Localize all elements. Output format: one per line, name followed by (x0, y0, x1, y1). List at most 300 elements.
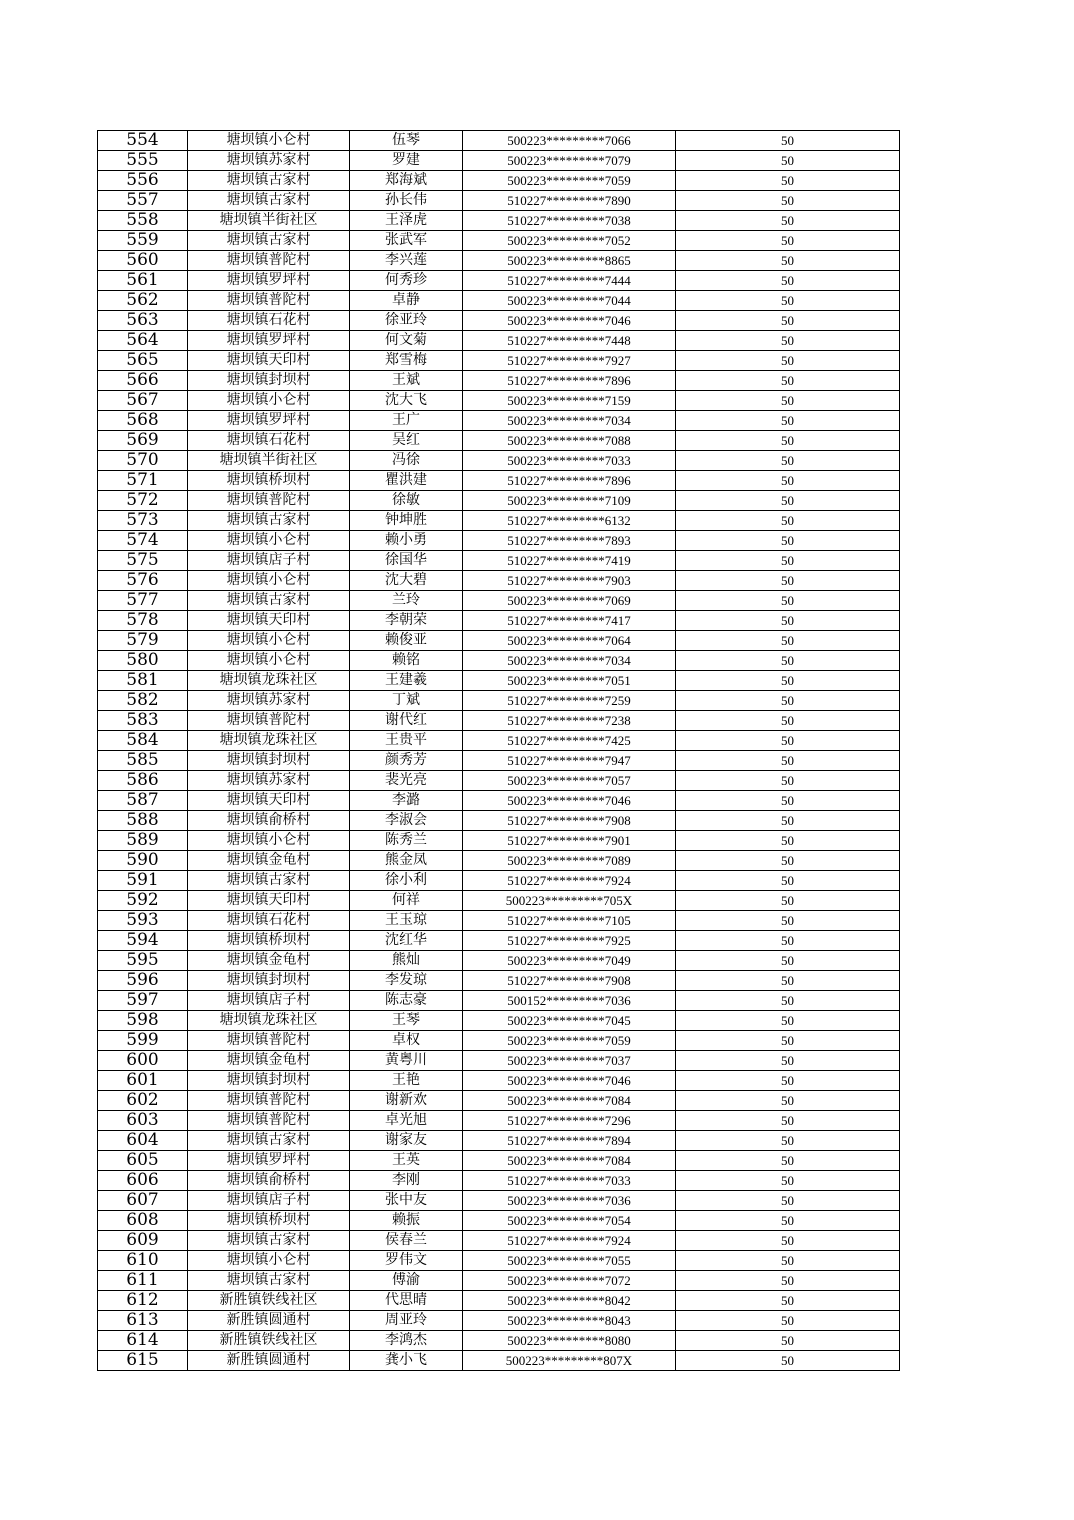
row-number-cell: 577 (98, 591, 188, 611)
village-cell: 塘坝镇天印村 (188, 351, 350, 371)
table-row (98, 1291, 900, 1311)
row-number-cell: 600 (98, 1051, 188, 1071)
village-cell: 塘坝镇古家村 (188, 1231, 350, 1251)
table-row (98, 1271, 900, 1291)
person-name-cell: 罗伟文 (350, 1251, 463, 1271)
person-name-cell: 赖振 (350, 1211, 463, 1231)
village-cell: 塘坝镇小仑村 (188, 391, 350, 411)
amount-cell: 50 (676, 1071, 900, 1091)
table-row (98, 431, 900, 451)
village-cell: 塘坝镇罗坪村 (188, 411, 350, 431)
village-cell: 塘坝镇封坝村 (188, 371, 350, 391)
table-body (98, 131, 900, 1371)
amount-cell: 50 (676, 651, 900, 671)
id-number-cell: 510227*********7425 (463, 731, 676, 751)
table-row (98, 451, 900, 471)
row-number-cell: 582 (98, 691, 188, 711)
amount-cell: 50 (676, 1151, 900, 1171)
id-number-cell: 510227*********7896 (463, 471, 676, 491)
table-row (98, 931, 900, 951)
table-row (98, 211, 900, 231)
row-number-cell: 568 (98, 411, 188, 431)
row-number-cell: 557 (98, 191, 188, 211)
table-row (98, 871, 900, 891)
id-number-cell: 510227*********7238 (463, 711, 676, 731)
table-row (98, 651, 900, 671)
village-cell: 塘坝镇半街社区 (188, 451, 350, 471)
id-number-cell: 500223*********7159 (463, 391, 676, 411)
table-row (98, 231, 900, 251)
village-cell: 塘坝镇古家村 (188, 231, 350, 251)
table-row (98, 671, 900, 691)
person-name-cell: 王贵平 (350, 731, 463, 751)
table-row (98, 971, 900, 991)
amount-cell: 50 (676, 471, 900, 491)
amount-cell: 50 (676, 751, 900, 771)
row-number-cell: 581 (98, 671, 188, 691)
person-name-cell: 谢新欢 (350, 1091, 463, 1111)
id-number-cell: 500223*********7079 (463, 151, 676, 171)
person-name-cell: 卓光旭 (350, 1111, 463, 1131)
amount-cell: 50 (676, 1211, 900, 1231)
village-cell: 塘坝镇金龟村 (188, 851, 350, 871)
village-cell: 塘坝镇小仑村 (188, 571, 350, 591)
row-number-cell: 555 (98, 151, 188, 171)
table-row (98, 1331, 900, 1351)
table-row (98, 1151, 900, 1171)
row-number-cell: 598 (98, 1011, 188, 1031)
amount-cell: 50 (676, 1191, 900, 1211)
table-row (98, 731, 900, 751)
row-number-cell: 591 (98, 871, 188, 891)
amount-cell: 50 (676, 831, 900, 851)
id-number-cell: 500223*********7046 (463, 311, 676, 331)
amount-cell: 50 (676, 1091, 900, 1111)
amount-cell: 50 (676, 311, 900, 331)
amount-cell: 50 (676, 451, 900, 471)
person-name-cell: 沈红华 (350, 931, 463, 951)
village-cell: 塘坝镇小仑村 (188, 1251, 350, 1271)
village-cell: 塘坝镇普陀村 (188, 491, 350, 511)
row-number-cell: 566 (98, 371, 188, 391)
person-name-cell: 徐国华 (350, 551, 463, 571)
table-row (98, 811, 900, 831)
amount-cell: 50 (676, 691, 900, 711)
amount-cell: 50 (676, 671, 900, 691)
id-number-cell: 500223*********7089 (463, 851, 676, 871)
amount-cell: 50 (676, 991, 900, 1011)
person-name-cell: 侯春兰 (350, 1231, 463, 1251)
row-number-cell: 580 (98, 651, 188, 671)
village-cell: 塘坝镇龙珠社区 (188, 731, 350, 751)
data-table (97, 130, 900, 1371)
table-row (98, 1311, 900, 1331)
person-name-cell: 王斌 (350, 371, 463, 391)
village-cell: 塘坝镇普陀村 (188, 1111, 350, 1131)
id-number-cell: 500223*********7064 (463, 631, 676, 651)
person-name-cell: 赖小勇 (350, 531, 463, 551)
table-row (98, 251, 900, 271)
village-cell: 塘坝镇桥坝村 (188, 1211, 350, 1231)
id-number-cell: 500223*********7084 (463, 1091, 676, 1111)
village-cell: 新胜镇铁线社区 (188, 1331, 350, 1351)
table-row (98, 411, 900, 431)
row-number-cell: 583 (98, 711, 188, 731)
village-cell: 塘坝镇店子村 (188, 1191, 350, 1211)
id-number-cell: 510227*********7908 (463, 811, 676, 831)
person-name-cell: 王玉琼 (350, 911, 463, 931)
id-number-cell: 500223*********7034 (463, 411, 676, 431)
village-cell: 塘坝镇罗坪村 (188, 1151, 350, 1171)
table-row (98, 1071, 900, 1091)
row-number-cell: 584 (98, 731, 188, 751)
row-number-cell: 605 (98, 1151, 188, 1171)
id-number-cell: 500223*********7088 (463, 431, 676, 451)
person-name-cell: 赖铭 (350, 651, 463, 671)
amount-cell: 50 (676, 1131, 900, 1151)
village-cell: 塘坝镇古家村 (188, 171, 350, 191)
person-name-cell: 丁斌 (350, 691, 463, 711)
person-name-cell: 冯徐 (350, 451, 463, 471)
table-row (98, 711, 900, 731)
table-row (98, 691, 900, 711)
village-cell: 塘坝镇店子村 (188, 551, 350, 571)
id-number-cell: 510227*********6132 (463, 511, 676, 531)
id-number-cell: 500223*********7054 (463, 1211, 676, 1231)
person-name-cell: 陈志豪 (350, 991, 463, 1011)
amount-cell: 50 (676, 151, 900, 171)
village-cell: 塘坝镇金龟村 (188, 1051, 350, 1071)
person-name-cell: 沈大碧 (350, 571, 463, 591)
id-number-cell: 500223*********7072 (463, 1271, 676, 1291)
row-number-cell: 589 (98, 831, 188, 851)
village-cell: 塘坝镇桥坝村 (188, 931, 350, 951)
row-number-cell: 610 (98, 1251, 188, 1271)
village-cell: 塘坝镇石花村 (188, 311, 350, 331)
table-row (98, 371, 900, 391)
amount-cell: 50 (676, 711, 900, 731)
table-row (98, 1131, 900, 1151)
id-number-cell: 510227*********7924 (463, 1231, 676, 1251)
village-cell: 塘坝镇金龟村 (188, 951, 350, 971)
village-cell: 塘坝镇半街社区 (188, 211, 350, 231)
id-number-cell: 500223*********7066 (463, 131, 676, 151)
table-row (98, 551, 900, 571)
id-number-cell: 500223*********7036 (463, 1191, 676, 1211)
amount-cell: 50 (676, 131, 900, 151)
id-number-cell: 510227*********7894 (463, 1131, 676, 1151)
village-cell: 塘坝镇古家村 (188, 1131, 350, 1151)
amount-cell: 50 (676, 291, 900, 311)
person-name-cell: 王艳 (350, 1071, 463, 1091)
person-name-cell: 谢代红 (350, 711, 463, 731)
village-cell: 塘坝镇小仑村 (188, 631, 350, 651)
id-number-cell: 510227*********7924 (463, 871, 676, 891)
amount-cell: 50 (676, 591, 900, 611)
village-cell: 塘坝镇古家村 (188, 871, 350, 891)
person-name-cell: 周亚玲 (350, 1311, 463, 1331)
village-cell: 塘坝镇小仑村 (188, 831, 350, 851)
person-name-cell: 龚小飞 (350, 1351, 463, 1371)
person-name-cell: 孙长伟 (350, 191, 463, 211)
table-row (98, 531, 900, 551)
amount-cell: 50 (676, 1331, 900, 1351)
village-cell: 塘坝镇罗坪村 (188, 271, 350, 291)
id-number-cell: 510227*********7890 (463, 191, 676, 211)
person-name-cell: 何文菊 (350, 331, 463, 351)
row-number-cell: 596 (98, 971, 188, 991)
row-number-cell: 607 (98, 1191, 188, 1211)
amount-cell: 50 (676, 951, 900, 971)
id-number-cell: 500223*********7109 (463, 491, 676, 511)
id-number-cell: 510227*********7901 (463, 831, 676, 851)
id-number-cell: 500223*********7057 (463, 771, 676, 791)
row-number-cell: 603 (98, 1111, 188, 1131)
table-row (98, 291, 900, 311)
id-number-cell: 500223*********7044 (463, 291, 676, 311)
amount-cell: 50 (676, 731, 900, 751)
id-number-cell: 500223*********7037 (463, 1051, 676, 1071)
amount-cell: 50 (676, 811, 900, 831)
amount-cell: 50 (676, 171, 900, 191)
row-number-cell: 572 (98, 491, 188, 511)
row-number-cell: 592 (98, 891, 188, 911)
village-cell: 塘坝镇小仑村 (188, 131, 350, 151)
amount-cell: 50 (676, 211, 900, 231)
table-row (98, 951, 900, 971)
village-cell: 塘坝镇封坝村 (188, 971, 350, 991)
village-cell: 塘坝镇桥坝村 (188, 471, 350, 491)
id-number-cell: 510227*********7038 (463, 211, 676, 231)
amount-cell: 50 (676, 1351, 900, 1371)
table-row (98, 591, 900, 611)
person-name-cell: 瞿洪建 (350, 471, 463, 491)
village-cell: 塘坝镇天印村 (188, 891, 350, 911)
table-row (98, 131, 900, 151)
table-row (98, 891, 900, 911)
amount-cell: 50 (676, 491, 900, 511)
village-cell: 塘坝镇古家村 (188, 591, 350, 611)
id-number-cell: 500223*********7059 (463, 171, 676, 191)
row-number-cell: 606 (98, 1171, 188, 1191)
table-row (98, 171, 900, 191)
row-number-cell: 595 (98, 951, 188, 971)
table-row (98, 1011, 900, 1031)
village-cell: 塘坝镇普陀村 (188, 251, 350, 271)
person-name-cell: 代思晴 (350, 1291, 463, 1311)
village-cell: 塘坝镇普陀村 (188, 711, 350, 731)
id-number-cell: 510227*********7947 (463, 751, 676, 771)
row-number-cell: 567 (98, 391, 188, 411)
row-number-cell: 570 (98, 451, 188, 471)
village-cell: 新胜镇铁线社区 (188, 1291, 350, 1311)
person-name-cell: 李潞 (350, 791, 463, 811)
person-name-cell: 卓静 (350, 291, 463, 311)
person-name-cell: 李兴莲 (350, 251, 463, 271)
id-number-cell: 500223*********8865 (463, 251, 676, 271)
amount-cell: 50 (676, 391, 900, 411)
table-row (98, 351, 900, 371)
row-number-cell: 554 (98, 131, 188, 151)
table-row (98, 1211, 900, 1231)
table-row (98, 751, 900, 771)
row-number-cell: 597 (98, 991, 188, 1011)
row-number-cell: 574 (98, 531, 188, 551)
table-row (98, 191, 900, 211)
id-number-cell: 500223*********807X (463, 1351, 676, 1371)
person-name-cell: 兰玲 (350, 591, 463, 611)
amount-cell: 50 (676, 771, 900, 791)
amount-cell: 50 (676, 871, 900, 891)
table-row (98, 1051, 900, 1071)
row-number-cell: 611 (98, 1271, 188, 1291)
amount-cell: 50 (676, 791, 900, 811)
id-number-cell: 500223*********7046 (463, 1071, 676, 1091)
table-row (98, 991, 900, 1011)
person-name-cell: 李发琼 (350, 971, 463, 991)
id-number-cell: 500223*********7045 (463, 1011, 676, 1031)
id-number-cell: 500223*********7033 (463, 451, 676, 471)
amount-cell: 50 (676, 331, 900, 351)
village-cell: 塘坝镇罗坪村 (188, 331, 350, 351)
table-row (98, 1231, 900, 1251)
id-number-cell: 500223*********7084 (463, 1151, 676, 1171)
person-name-cell: 李刚 (350, 1171, 463, 1191)
id-number-cell: 500223*********7046 (463, 791, 676, 811)
person-name-cell: 李淑会 (350, 811, 463, 831)
table-row (98, 911, 900, 931)
amount-cell: 50 (676, 1251, 900, 1271)
amount-cell: 50 (676, 531, 900, 551)
table-row (98, 471, 900, 491)
id-number-cell: 500223*********7049 (463, 951, 676, 971)
village-cell: 塘坝镇封坝村 (188, 1071, 350, 1091)
person-name-cell: 黄粤川 (350, 1051, 463, 1071)
table-row (98, 1191, 900, 1211)
row-number-cell: 560 (98, 251, 188, 271)
amount-cell: 50 (676, 571, 900, 591)
row-number-cell: 587 (98, 791, 188, 811)
person-name-cell: 熊灿 (350, 951, 463, 971)
table-row (98, 1091, 900, 1111)
row-number-cell: 561 (98, 271, 188, 291)
amount-cell: 50 (676, 511, 900, 531)
id-number-cell: 510227*********7444 (463, 271, 676, 291)
id-number-cell: 500223*********7034 (463, 651, 676, 671)
amount-cell: 50 (676, 611, 900, 631)
village-cell: 塘坝镇龙珠社区 (188, 671, 350, 691)
row-number-cell: 559 (98, 231, 188, 251)
person-name-cell: 王英 (350, 1151, 463, 1171)
table-row (98, 611, 900, 631)
village-cell: 塘坝镇小仑村 (188, 531, 350, 551)
amount-cell: 50 (676, 1111, 900, 1131)
row-number-cell: 578 (98, 611, 188, 631)
person-name-cell: 王建羲 (350, 671, 463, 691)
id-number-cell: 510227*********7896 (463, 371, 676, 391)
amount-cell: 50 (676, 851, 900, 871)
table-row (98, 331, 900, 351)
village-cell: 塘坝镇苏家村 (188, 691, 350, 711)
village-cell: 塘坝镇石花村 (188, 911, 350, 931)
amount-cell: 50 (676, 231, 900, 251)
table-row (98, 791, 900, 811)
village-cell: 新胜镇圆通村 (188, 1311, 350, 1331)
row-number-cell: 564 (98, 331, 188, 351)
id-number-cell: 500223*********8043 (463, 1311, 676, 1331)
person-name-cell: 郑海斌 (350, 171, 463, 191)
row-number-cell: 599 (98, 1031, 188, 1051)
row-number-cell: 608 (98, 1211, 188, 1231)
id-number-cell: 510227*********7927 (463, 351, 676, 371)
id-number-cell: 510227*********7417 (463, 611, 676, 631)
amount-cell: 50 (676, 1051, 900, 1071)
amount-cell: 50 (676, 911, 900, 931)
id-number-cell: 500223*********705X (463, 891, 676, 911)
person-name-cell: 卓权 (350, 1031, 463, 1051)
person-name-cell: 王泽虎 (350, 211, 463, 231)
row-number-cell: 586 (98, 771, 188, 791)
id-number-cell: 510227*********7448 (463, 331, 676, 351)
person-name-cell: 钟坤胜 (350, 511, 463, 531)
person-name-cell: 沈大飞 (350, 391, 463, 411)
amount-cell: 50 (676, 971, 900, 991)
village-cell: 塘坝镇古家村 (188, 511, 350, 531)
amount-cell: 50 (676, 891, 900, 911)
table-row (98, 1031, 900, 1051)
row-number-cell: 602 (98, 1091, 188, 1111)
id-number-cell: 500223*********7055 (463, 1251, 676, 1271)
amount-cell: 50 (676, 411, 900, 431)
id-number-cell: 500223*********8042 (463, 1291, 676, 1311)
amount-cell: 50 (676, 551, 900, 571)
person-name-cell: 张中友 (350, 1191, 463, 1211)
id-number-cell: 500223*********7052 (463, 231, 676, 251)
table-row (98, 771, 900, 791)
amount-cell: 50 (676, 1231, 900, 1251)
table-row (98, 311, 900, 331)
table-row (98, 631, 900, 651)
village-cell: 塘坝镇苏家村 (188, 151, 350, 171)
row-number-cell: 565 (98, 351, 188, 371)
row-number-cell: 612 (98, 1291, 188, 1311)
table-row (98, 151, 900, 171)
person-name-cell: 何祥 (350, 891, 463, 911)
person-name-cell: 熊金凤 (350, 851, 463, 871)
person-name-cell: 徐敏 (350, 491, 463, 511)
village-cell: 塘坝镇普陀村 (188, 291, 350, 311)
row-number-cell: 571 (98, 471, 188, 491)
amount-cell: 50 (676, 1311, 900, 1331)
person-name-cell: 徐亚玲 (350, 311, 463, 331)
table-row (98, 271, 900, 291)
amount-cell: 50 (676, 371, 900, 391)
village-cell: 塘坝镇石花村 (188, 431, 350, 451)
village-cell: 塘坝镇苏家村 (188, 771, 350, 791)
id-number-cell: 510227*********7259 (463, 691, 676, 711)
row-number-cell: 615 (98, 1351, 188, 1371)
table-row (98, 1351, 900, 1371)
amount-cell: 50 (676, 931, 900, 951)
id-number-cell: 510227*********7908 (463, 971, 676, 991)
id-number-cell: 510227*********7296 (463, 1111, 676, 1131)
village-cell: 塘坝镇封坝村 (188, 751, 350, 771)
person-name-cell: 裴光亮 (350, 771, 463, 791)
row-number-cell: 601 (98, 1071, 188, 1091)
row-number-cell: 576 (98, 571, 188, 591)
amount-cell: 50 (676, 1171, 900, 1191)
person-name-cell: 郑雪梅 (350, 351, 463, 371)
